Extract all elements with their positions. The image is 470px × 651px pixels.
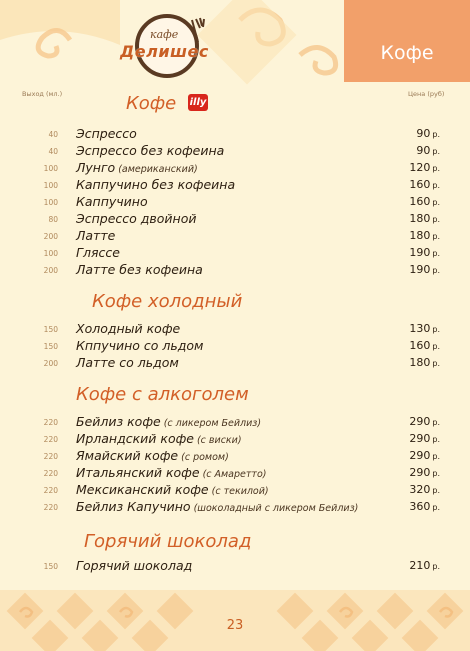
item-portion: 220: [43, 486, 58, 495]
menu-item: [0, 414, 470, 431]
item-name: Гляссе: [76, 245, 120, 260]
section-title-hot-chocolate: Горячий шоколад: [84, 531, 252, 552]
section-title-cold-coffee: Кофе холодный: [92, 291, 243, 312]
item-portion: 150: [43, 325, 58, 334]
item-price: 320 р.: [409, 483, 440, 496]
item-price: 180 р.: [409, 212, 440, 225]
section-title-coffee-with-alcohol: Кофе с алкоголем: [76, 384, 249, 405]
item-name: Эспрессо: [76, 126, 137, 141]
menu-item: [0, 160, 470, 177]
item-name: Каппучино: [76, 194, 148, 209]
section-title-coffee: Кофе: [126, 93, 177, 114]
portion-column-label: Выход (мл.): [22, 90, 63, 98]
item-price: 130 р.: [409, 322, 440, 335]
menu-item: [0, 194, 470, 211]
item-portion: 220: [43, 503, 58, 512]
item-price: 190 р.: [409, 246, 440, 259]
item-portion: 220: [43, 452, 58, 461]
item-name: Ямайский кофе (с ромом): [76, 448, 229, 463]
item-price: 290 р.: [409, 449, 440, 462]
menu-item: [0, 338, 470, 355]
item-portion: 100: [43, 198, 58, 207]
item-name: Латте: [76, 228, 116, 243]
item-portion: 100: [43, 164, 58, 173]
item-portion: 220: [43, 418, 58, 427]
logo-text-name: Делишес: [120, 42, 209, 61]
item-portion: 200: [43, 232, 58, 241]
menu-item: [0, 431, 470, 448]
item-name: Мексиканский кофе (с текилой): [76, 482, 269, 497]
price-column-label: Цена (руб): [408, 90, 445, 98]
item-portion: 80: [48, 215, 58, 224]
item-portion: 40: [48, 147, 58, 156]
menu-item: [0, 262, 470, 279]
item-price: 290 р.: [409, 415, 440, 428]
item-name: Латте без кофеина: [76, 262, 203, 277]
item-name: Каппучино без кофеина: [76, 177, 236, 192]
item-portion: 100: [43, 181, 58, 190]
menu-item: [0, 143, 470, 160]
item-name: Бейлиз Капучино (шоколадный с ликером Бейлиз): [76, 499, 359, 514]
page-number: 23: [226, 618, 244, 633]
menu-item: [0, 321, 470, 338]
item-price: 90 р.: [416, 144, 440, 157]
item-price: 190 р.: [409, 263, 440, 276]
item-portion: 150: [43, 342, 58, 351]
item-price: 160 р.: [409, 178, 440, 191]
item-portion: 40: [48, 130, 58, 139]
item-portion: 150: [43, 562, 58, 571]
menu-item: [0, 448, 470, 465]
menu-item: [0, 482, 470, 499]
page-title: Кофе: [380, 42, 434, 64]
item-name: Лунго (американский): [76, 160, 198, 175]
item-portion: 220: [43, 435, 58, 444]
menu-item: [0, 558, 470, 575]
header-tab: [344, 0, 470, 82]
logo-text-cafe: кафе: [150, 28, 179, 41]
menu-item: [0, 499, 470, 516]
item-name: Итальянский кофе (с Амаретто): [76, 465, 267, 480]
item-price: 210 р.: [409, 559, 440, 572]
item-name: Эспрессо без кофеина: [76, 143, 225, 158]
menu-item: [0, 228, 470, 245]
item-portion: 200: [43, 359, 58, 368]
item-portion: 220: [43, 469, 58, 478]
menu-item: [0, 245, 470, 262]
menu-item: [0, 177, 470, 194]
item-price: 90 р.: [416, 127, 440, 140]
item-price: 180 р.: [409, 356, 440, 369]
item-price: 290 р.: [409, 466, 440, 479]
item-price: 120 р.: [409, 161, 440, 174]
menu-item: [0, 465, 470, 482]
menu-item: [0, 126, 470, 143]
item-price: 160 р.: [409, 195, 440, 208]
item-name: Латте со льдом: [76, 355, 179, 370]
menu-item: [0, 211, 470, 228]
item-name: Бейлиз кофе (с ликером Бейлиз): [76, 414, 262, 429]
item-name: Эспрессо двойной: [76, 211, 197, 226]
item-name: Холодный кофе: [76, 321, 181, 336]
menu-item: [0, 355, 470, 372]
illy-brand-logo: illy: [188, 94, 208, 111]
item-price: 160 р.: [409, 339, 440, 352]
item-name: Ирландский кофе (с виски): [76, 431, 242, 446]
item-name: Кппучино со льдом: [76, 338, 204, 353]
item-price: 360 р.: [409, 500, 440, 513]
item-portion: 100: [43, 249, 58, 258]
item-price: 180 р.: [409, 229, 440, 242]
item-portion: 200: [43, 266, 58, 275]
item-price: 290 р.: [409, 432, 440, 445]
item-name: Горячий шоколад: [76, 558, 193, 573]
